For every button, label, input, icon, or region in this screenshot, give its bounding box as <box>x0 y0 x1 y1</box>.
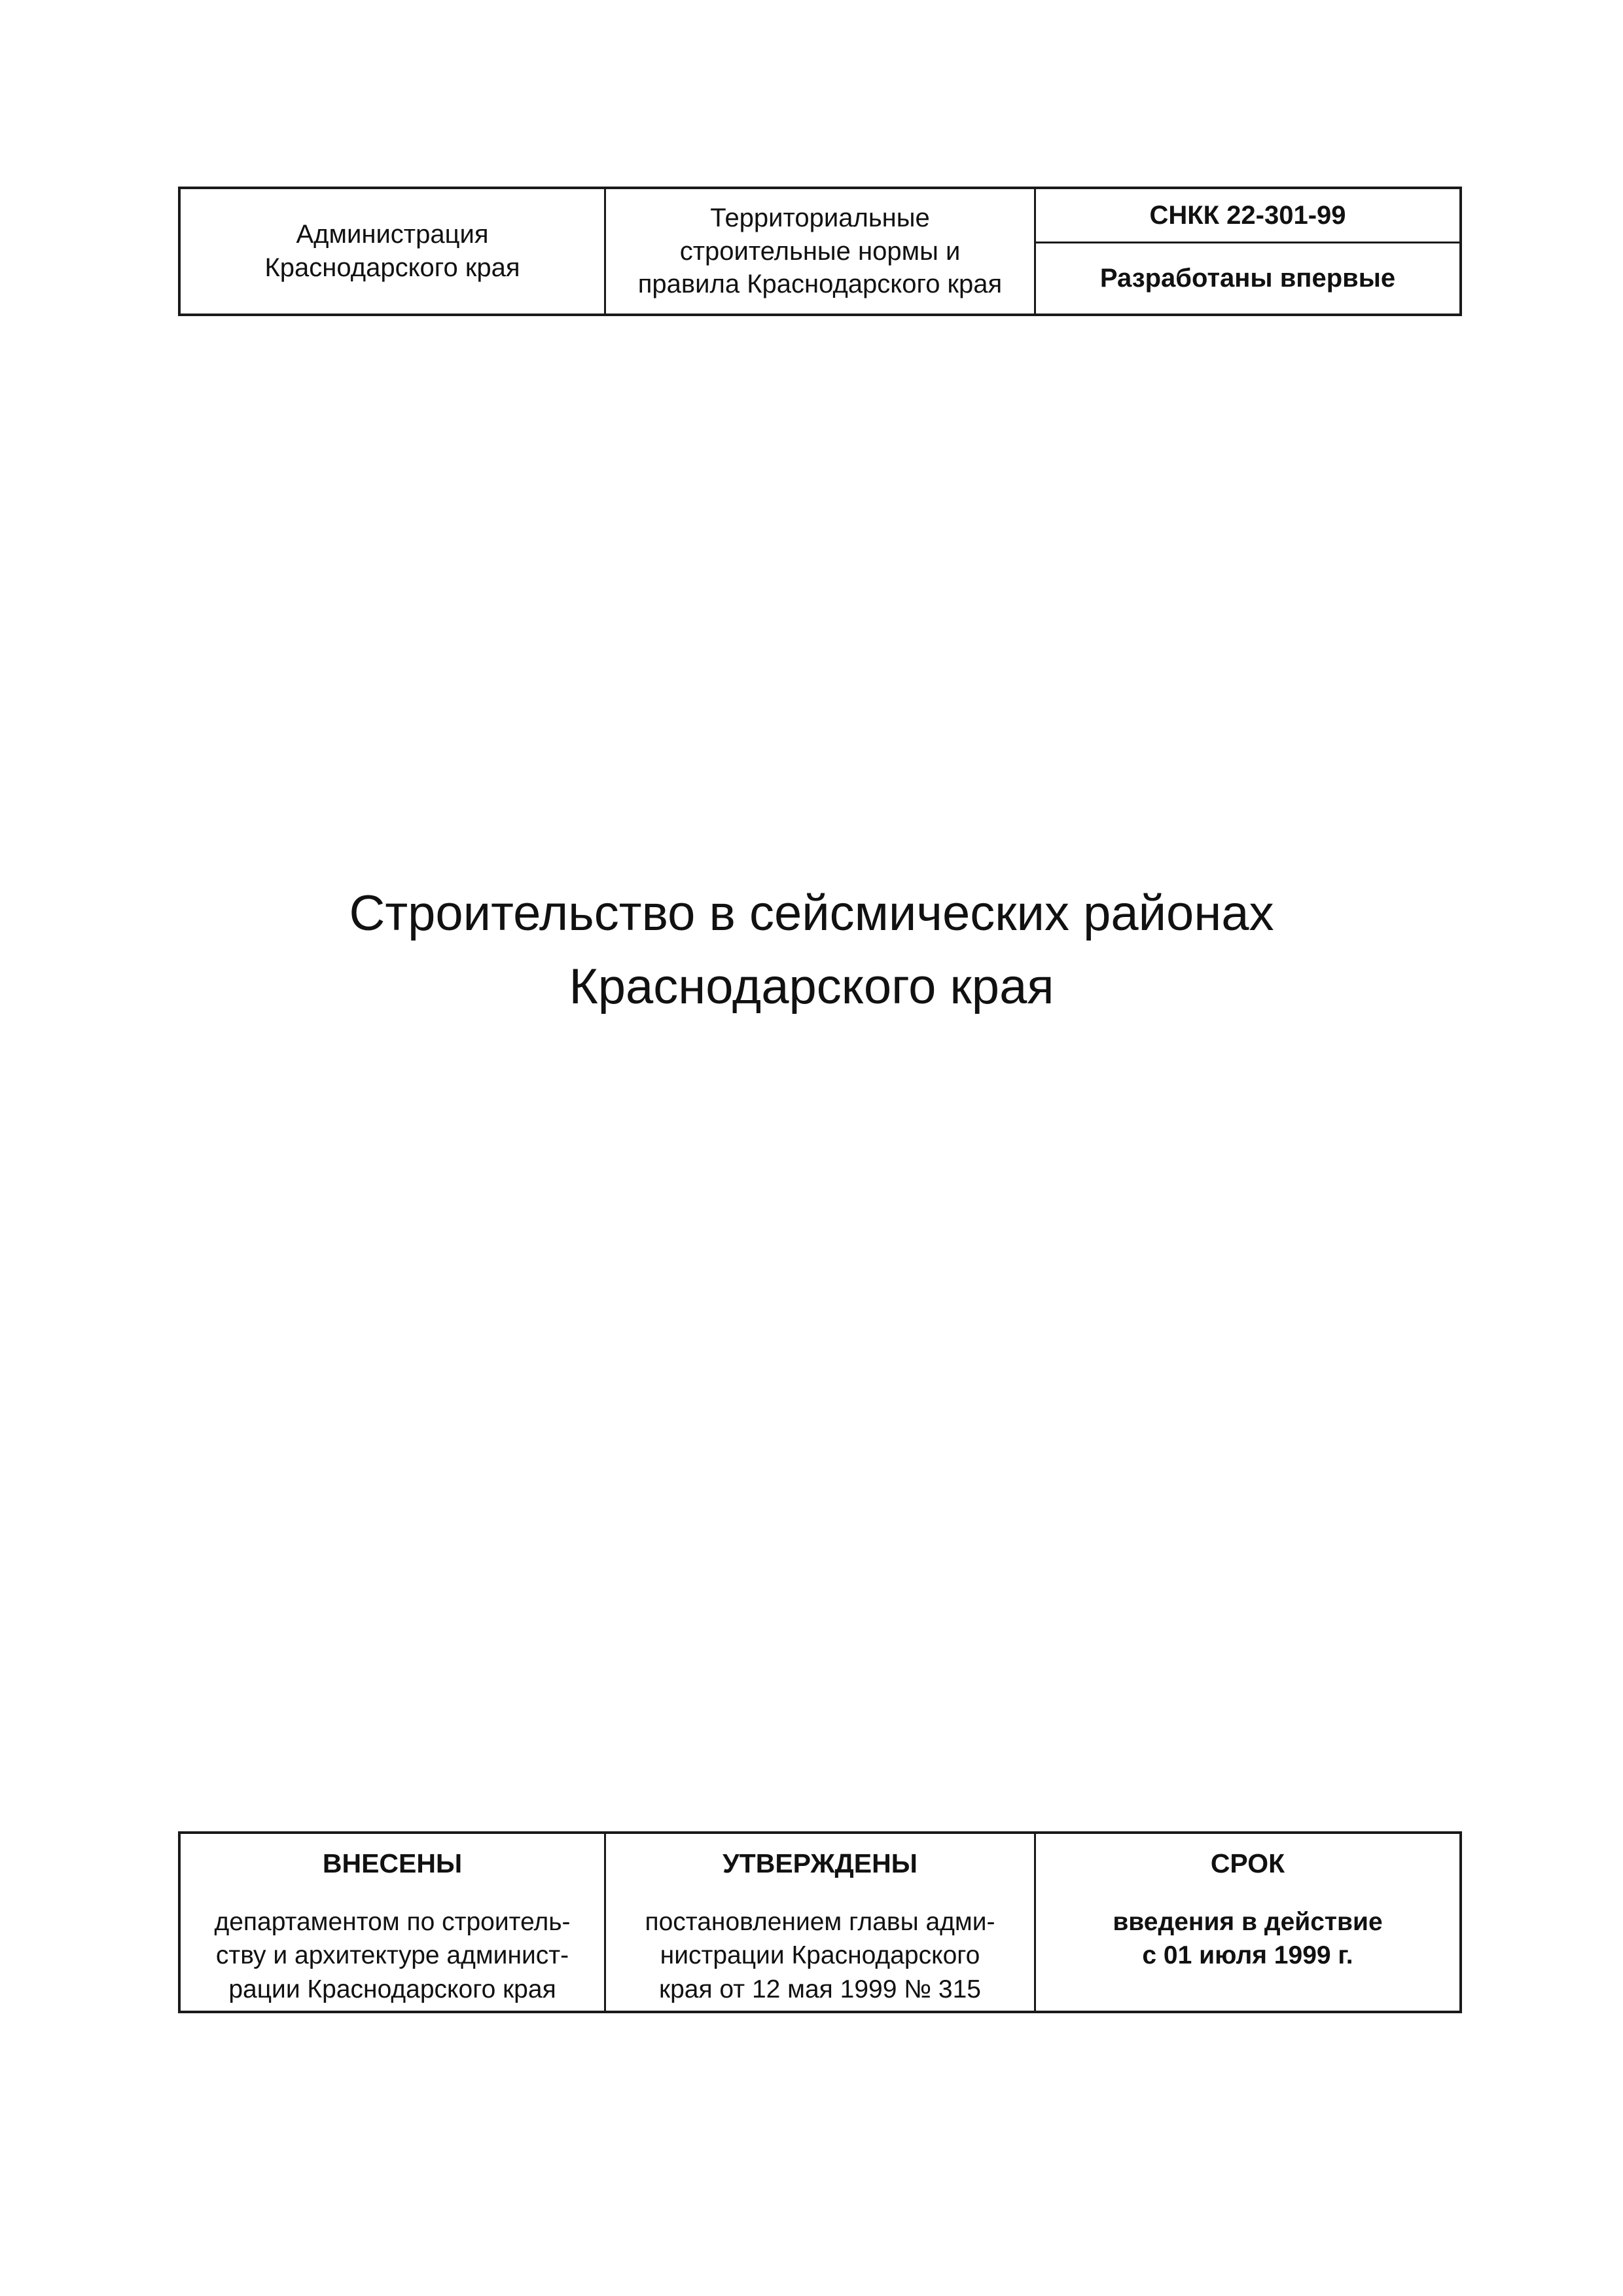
introduced-line: рации Краснодарского края <box>228 1975 556 2003</box>
term-cell <box>1036 1834 1459 2011</box>
status-row <box>1036 243 1459 314</box>
doc-type-line: строительные нормы и <box>679 236 961 266</box>
approved-cell <box>606 1834 1036 2011</box>
approved-line: нистрации Краснодарского <box>660 1941 980 1970</box>
code-status-cell <box>1036 189 1459 314</box>
title-line: Строительство в сейсмических районах <box>349 886 1274 941</box>
document-title <box>0 877 1623 1024</box>
approved-heading: УТВЕРЖДЕНЫ <box>722 1848 918 1878</box>
document-code: СНКК 22-301-99 <box>1149 200 1346 230</box>
term-heading: СРОК <box>1210 1848 1285 1878</box>
approved-line: края от 12 мая 1999 № 315 <box>659 1975 981 2003</box>
introduced-line: департаментом по строитель- <box>214 1908 571 1936</box>
footer-table <box>178 1831 1462 2013</box>
doc-type-line: правила Краснодарского края <box>637 270 1003 299</box>
approved-line: постановлением главы адми- <box>645 1908 995 1936</box>
doc-type-cell <box>606 189 1036 314</box>
term-line: введения в действие <box>1113 1908 1383 1936</box>
issuer-cell <box>181 189 606 314</box>
term-line: с 01 июля 1999 г. <box>1142 1941 1353 1970</box>
issuer-line: Краснодарского края <box>264 253 520 282</box>
code-row <box>1036 189 1459 243</box>
title-line: Краснодарского края <box>569 959 1054 1014</box>
doc-type-line: Территориальные <box>710 203 930 232</box>
introduced-cell <box>181 1834 606 2011</box>
introduced-heading: ВНЕСЕНЫ <box>322 1848 463 1878</box>
header-table <box>178 187 1462 316</box>
issuer-line: Администрация <box>296 220 489 249</box>
document-status: Разработаны впервые <box>1099 264 1396 293</box>
introduced-line: ству и архитектуре админист- <box>215 1941 569 1970</box>
